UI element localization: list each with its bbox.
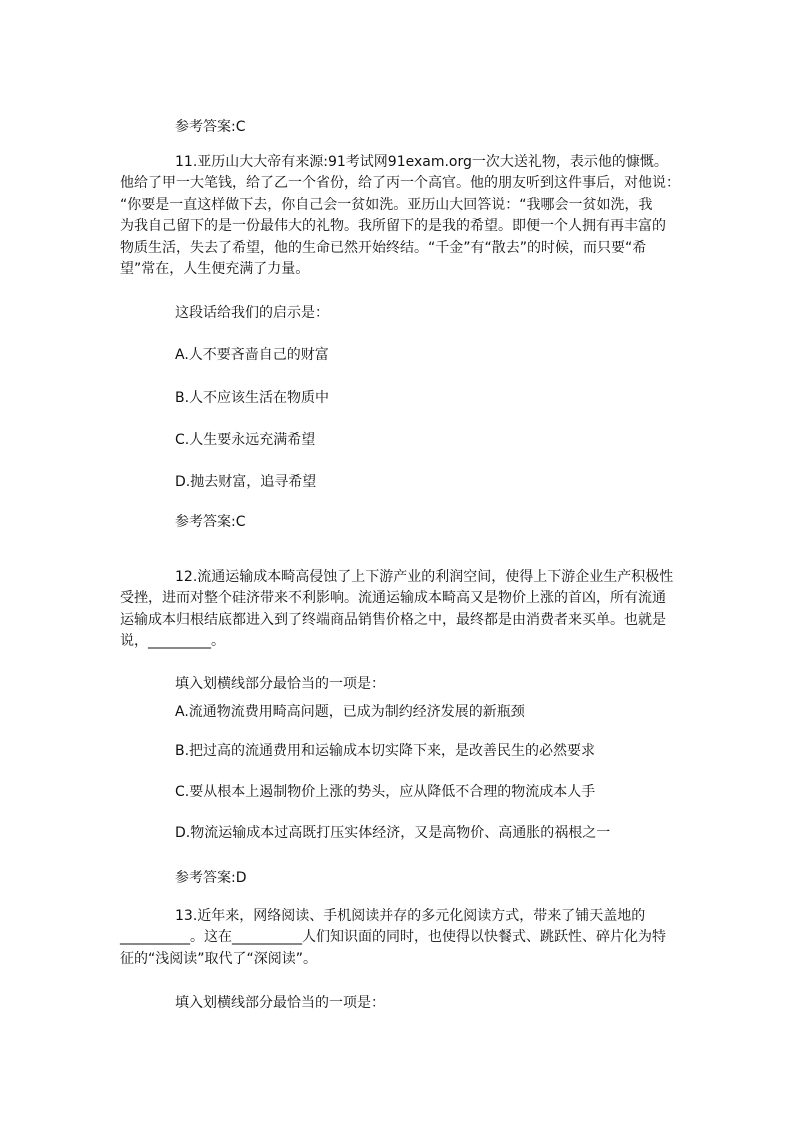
q12-option-b: B.把过高的流通费用和运输成本切实降下来，是改善民生的必然要求 — [175, 743, 596, 759]
q13-prompt: 填入划横线部分最恰当的一项是： — [175, 995, 385, 1011]
question-line: 他给了甲一大笔钱，给了乙一个省份，给了丙一个高官。他的朋友听到这件事后，对他说： — [120, 175, 680, 192]
question-line: 受挫，进而对整个硅济带来不利影响。流通运输成本畸高又是物价上涨的首凶，所有流通 — [120, 590, 666, 607]
q12-prompt: 填入划横线部分最恰当的一项是： — [175, 676, 385, 692]
answer-10: 参考答案:C — [175, 119, 246, 135]
question-line: 物质生活，失去了希望，他的生命已然开始终结。“千金”有“散去”的时候，而只要“希 — [120, 239, 647, 256]
q12-option-a: A.流通物流费用畸高问题，已成为制约经济发展的新瓶颈 — [175, 704, 525, 720]
question-line: 13.近年来，网络阅读、手机阅读并存的多元化阅读方式，带来了铺天盖地的 — [175, 908, 646, 924]
question-line: “你要是一直这样做下去，你自己会一贫如洗。亚历山大回答说：“我哪会一贫如洗，我 — [120, 196, 653, 213]
q11-answer: 参考答案:C — [175, 514, 246, 530]
q12-answer: 参考答案:D — [175, 870, 247, 886]
question-line: 征的“浅阅读”取代了“深阅读”。 — [120, 950, 318, 967]
question-line: 12.流通运输成本畸高侵蚀了上下游产业的利润空间，使得上下游企业生产积极性 — [175, 569, 674, 585]
q11-option-a: A.人不要吝啬自己的财富 — [175, 347, 329, 363]
q11-prompt: 这段话给我们的启示是： — [175, 305, 329, 321]
q12-option-d: D.物流运输成本过高既打压实体经济，又是高物价、高通胀的祸根之一 — [175, 825, 611, 841]
question-12 — [120, 567, 690, 653]
question-line: 说，_________。 — [120, 633, 225, 650]
question-line: __________。这在__________人们知识面的同时，也使得以快餐式、跳跃性、碎片化为特 — [120, 929, 666, 946]
q12-option-c: C.要从根本上遏制物价上涨的势头，应从降低不合理的物流成本人手 — [175, 784, 596, 800]
q11-option-c: C.人生要永远充满希望 — [175, 432, 316, 448]
question-line: 11.亚历山大大帝有来源:91考试网91exam.org一次大送礼物，表示他的慷慨。 — [175, 154, 668, 170]
question-line: 运输成本归根结底都进入到了终端商品销售价格之中，最终都是由消费者来买单。也就是 — [120, 611, 666, 628]
q11-option-b: B.人不应该生活在物质中 — [175, 390, 330, 406]
question-13 — [120, 906, 690, 970]
question-line: 望”常在，人生便充满了力量。 — [120, 261, 310, 278]
question-11 — [120, 152, 690, 280]
question-line: 为我自己留下的是一份最伟大的礼物。我所留下的是我的希望。即便一个人拥有再丰富的 — [120, 218, 666, 235]
q11-option-d: D.抛去财富，追寻希望 — [175, 474, 317, 490]
